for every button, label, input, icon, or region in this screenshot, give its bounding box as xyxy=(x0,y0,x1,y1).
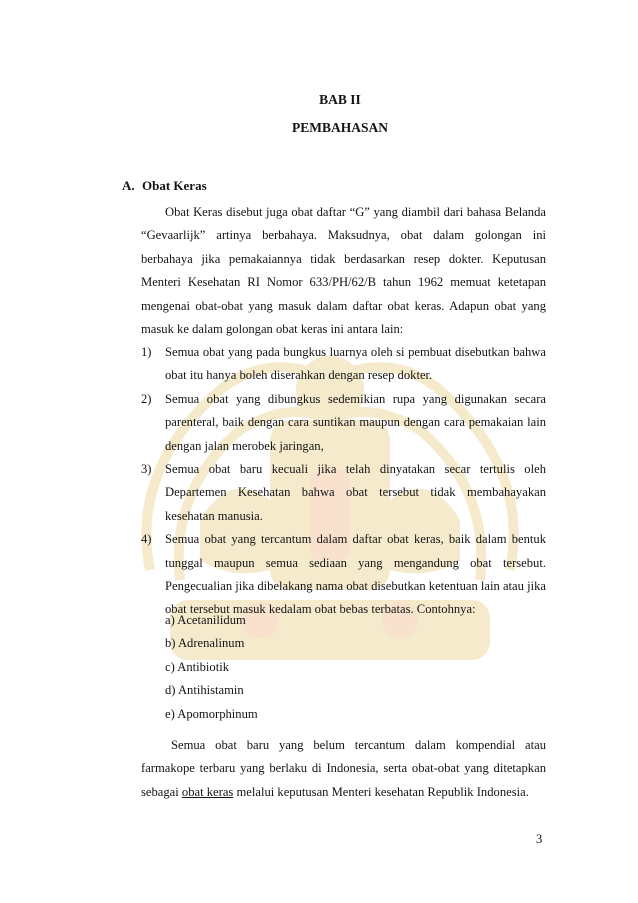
list-item-number: 4) xyxy=(141,532,152,547)
intro-paragraph xyxy=(141,201,546,341)
section-title: Obat Keras xyxy=(142,178,207,193)
example-item: e) Apomorphinum xyxy=(165,706,258,721)
chapter-heading: BAB II xyxy=(319,92,361,107)
list-item-number: 2) xyxy=(141,391,152,406)
list-item xyxy=(141,388,546,458)
section-heading xyxy=(122,178,207,194)
section-number: A. xyxy=(122,178,135,193)
closing-text-start: Semua obat baru yang belum tercantum dalam kompendial atau farmakope terbaru yang berlaku di Indonesia, serta obat-obat yang ditetapkan sebagai xyxy=(141,738,546,799)
list-item xyxy=(141,458,546,528)
list-item-text: Semua obat yang tercantum dalam daftar obat keras, baik dalam bentuk tunggal maupun semua sediaan yang mengandung obat tersebut. Pengecualian jika dibelakang nama obat disebutkan ketentuan lain atau jika obat tersebut masuk kedalam obat bebas terbatas. Contohnya: xyxy=(165,532,546,617)
list-item-number: 1) xyxy=(141,345,152,359)
intro-text: Obat Keras disebut juga obat daftar “G” yang diambil dari bahasa Belanda “Gevaarlijk” artinya berbahaya. Maksudnya, obat dalam golongan ini berbahaya jika pemakaiannya tidak berdasarkan resep dokter. Keputusan Menteri Kesehatan RI Nomor 633/PH/62/B tahun 1962 memuat ketetapan mengenai obat-obat yang masuk dalam daftar obat keras. Adapun obat yang masuk ke dalam golongan obat keras ini antara lain: xyxy=(141,205,546,337)
list-item-text: Semua obat baru kecuali jika telah dinyatakan secar tertulis oleh Departemen Kesehatan bahwa obat tersebut tidak membahayakan kesehatan manusia. xyxy=(165,462,546,523)
page-number: 3 xyxy=(536,832,543,846)
closing-text xyxy=(141,734,546,804)
list-item-number: 3) xyxy=(141,462,152,477)
example-item: d) Antihistamin xyxy=(165,683,244,698)
list-item-text: Semua obat yang pada bungkus luarnya oleh si pembuat disebutkan bahwa obat itu hanya boleh diserahkan dengan resep dokter. xyxy=(165,345,546,383)
chapter-title: PEMBAHASAN xyxy=(291,120,388,135)
list-item-text: Semua obat yang dibungkus sedemikian rupa yang digunakan secara parenteral, baik dengan cara suntikan maupun dengan cara pemakaian lain dengan jalan merobek jaringan, xyxy=(165,391,546,453)
obat-keras-link[interactable]: obat keras xyxy=(181,784,234,799)
list-item xyxy=(141,528,546,622)
criteria-list xyxy=(141,341,546,622)
list-item xyxy=(141,341,546,388)
example-item: b) Adrenalinum xyxy=(165,636,245,651)
closing-paragraph xyxy=(141,734,546,804)
closing-text-end: melalui keputusan Menteri kesehatan Republik Indonesia. xyxy=(233,784,529,799)
example-item: c) Antibiotik xyxy=(165,659,230,674)
examples-list xyxy=(165,609,258,726)
example-item: a) Acetanilidum xyxy=(165,613,246,627)
